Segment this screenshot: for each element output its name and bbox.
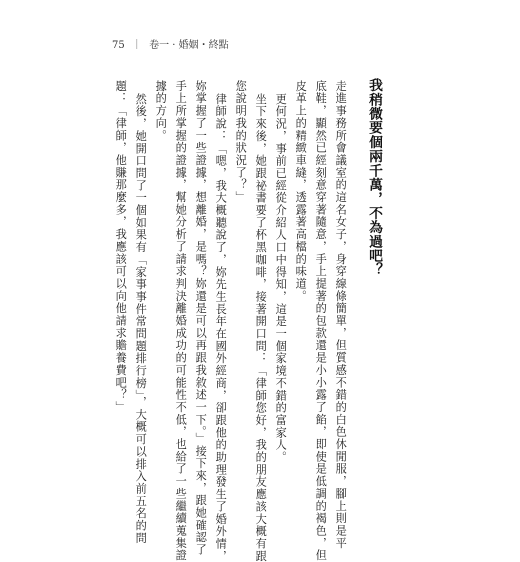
section-label: 婚姻・終點 xyxy=(178,40,229,51)
section-heading: 我稍微要個兩千萬，不為過吧？ xyxy=(366,78,382,277)
header-dot: · xyxy=(172,40,179,51)
text-line: 然後，她開口問了一個如果有「家事事件常問題排行榜」，大概可以排入前五名的問 xyxy=(134,93,148,545)
text-line: 皮革上的精緻車縫，透露著高檔的味道。 xyxy=(294,80,308,303)
text-line: 坐下來後，她跟祕書要了杯黑咖啡，接著開口問：「律師您好，我的朋友應該大概有跟 xyxy=(254,93,268,562)
text-line: 底鞋，顯然已經刻意穿著隨意，手上提著的包款還是小小露了餡，即使是低調的褐色，但 xyxy=(314,80,328,562)
text-line: 律師說：「嗯，我大概聽說了，妳先生長年在國外經商，卻跟他的助理發生了婚外情， xyxy=(214,93,228,562)
text-line: 走進事務所會議室的這名女子，身穿線條簡單，但質感不錯的白色休閒服，腳上則是平 xyxy=(334,80,348,550)
running-header xyxy=(112,36,229,51)
header-separator: ｜ xyxy=(131,40,142,51)
text-line: 題：「律師，他賺那麼多，我應該可以向他請求贍養費吧？」 xyxy=(114,80,128,414)
text-line: 妳掌握了一些證據，想離婚，是嗎？妳還是可以再跟我敘述一下。」接下來，跟她確認了 xyxy=(194,80,208,557)
text-line: 據的方向。 xyxy=(154,80,168,142)
text-line: 更何況，事前已經從介紹人口中得知，這是一個家境不錯的富家人。 xyxy=(274,93,288,464)
chapter-label: 卷一 xyxy=(149,40,170,51)
page-number: 75 xyxy=(112,40,125,51)
text-line: 您說明我的狀況了？」 xyxy=(234,80,248,204)
text-line: 手上所掌握的證據，幫她分析了請求判決離婚成功的可能性不低，也給了一些繼續蒐集證 xyxy=(174,80,188,562)
